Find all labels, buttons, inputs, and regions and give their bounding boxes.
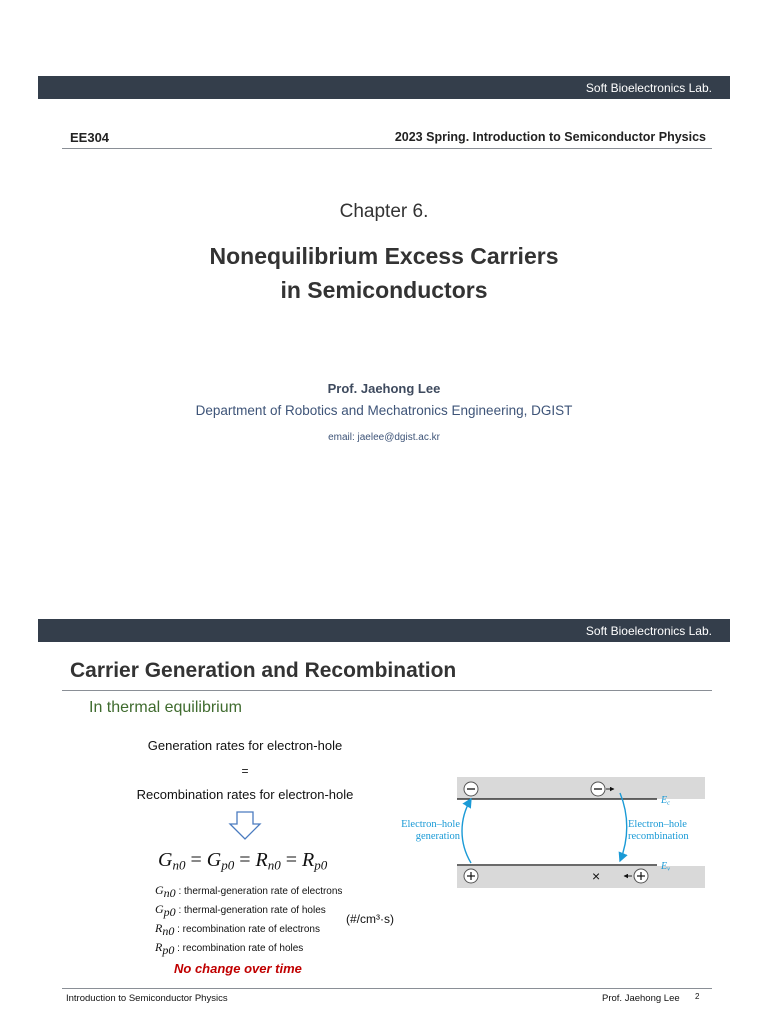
lab-name: Soft Bioelectronics Lab. — [585, 80, 712, 95]
lab-header-bar-2 — [38, 619, 730, 642]
generation-text: Generation rates for electron-hole — [147, 738, 343, 753]
cross-mark: × — [592, 868, 601, 884]
generation-label: Electron–hole generation — [401, 819, 460, 842]
equals-sign: = — [241, 764, 249, 778]
ec-label: $E_c$ — [661, 795, 670, 807]
title-line-1: Nonequilibrium Excess Carriers — [209, 243, 559, 269]
down-arrow-icon — [228, 811, 262, 841]
subheading: In thermal equilibrium — [89, 699, 242, 716]
slide-heading: Carrier Generation and Recombination — [70, 659, 457, 682]
heading-rule — [62, 690, 712, 691]
recombination-label: Electron–hole recombination — [628, 819, 689, 842]
legend-rp0: Rp0 : recombination rate of holes — [155, 940, 304, 957]
ev-label: $E_v$ — [661, 861, 670, 873]
lab-header-bar — [38, 76, 730, 99]
legend-gn0: Gn0 : thermal-generation rate of electrons — [155, 883, 343, 900]
legend-gp0: Gp0 : thermal-generation rate of holes — [155, 902, 326, 919]
course-title: 2023 Spring. Introduction to Semiconductor Physics — [394, 130, 706, 144]
lab-name-2: Soft Bioelectronics Lab. — [585, 623, 712, 638]
email: email: jaelee@dgist.ac.kr — [328, 432, 440, 443]
equilibrium-equation: $G_{n0} = G_{p0} = R_{n0} = R_{p0}$ — [158, 849, 328, 873]
generation-arrow — [462, 799, 471, 863]
course-code: EE304 — [70, 130, 110, 145]
author-name: Prof. Jaehong Lee — [327, 381, 441, 396]
header-rule — [62, 148, 712, 149]
rate-units: (#/cm³·s) — [346, 912, 394, 926]
no-change-note: No change over time — [174, 961, 302, 976]
footer-author: Prof. Jaehong Lee — [602, 993, 680, 1004]
department: Department of Robotics and Mechatronics Engineering, DGIST — [195, 403, 573, 418]
page-number: 2 — [695, 992, 700, 1001]
recombination-arrow — [620, 793, 627, 861]
recombination-text: Recombination rates for electron-hole — [136, 787, 354, 802]
legend-rn0: Rn0 : recombination rate of electrons — [155, 921, 320, 938]
title-line-2: in Semiconductors — [280, 277, 488, 303]
footer-rule — [62, 988, 712, 989]
footer-course: Introduction to Semiconductor Physics — [66, 993, 228, 1004]
chapter-label: Chapter 6. — [339, 201, 429, 222]
